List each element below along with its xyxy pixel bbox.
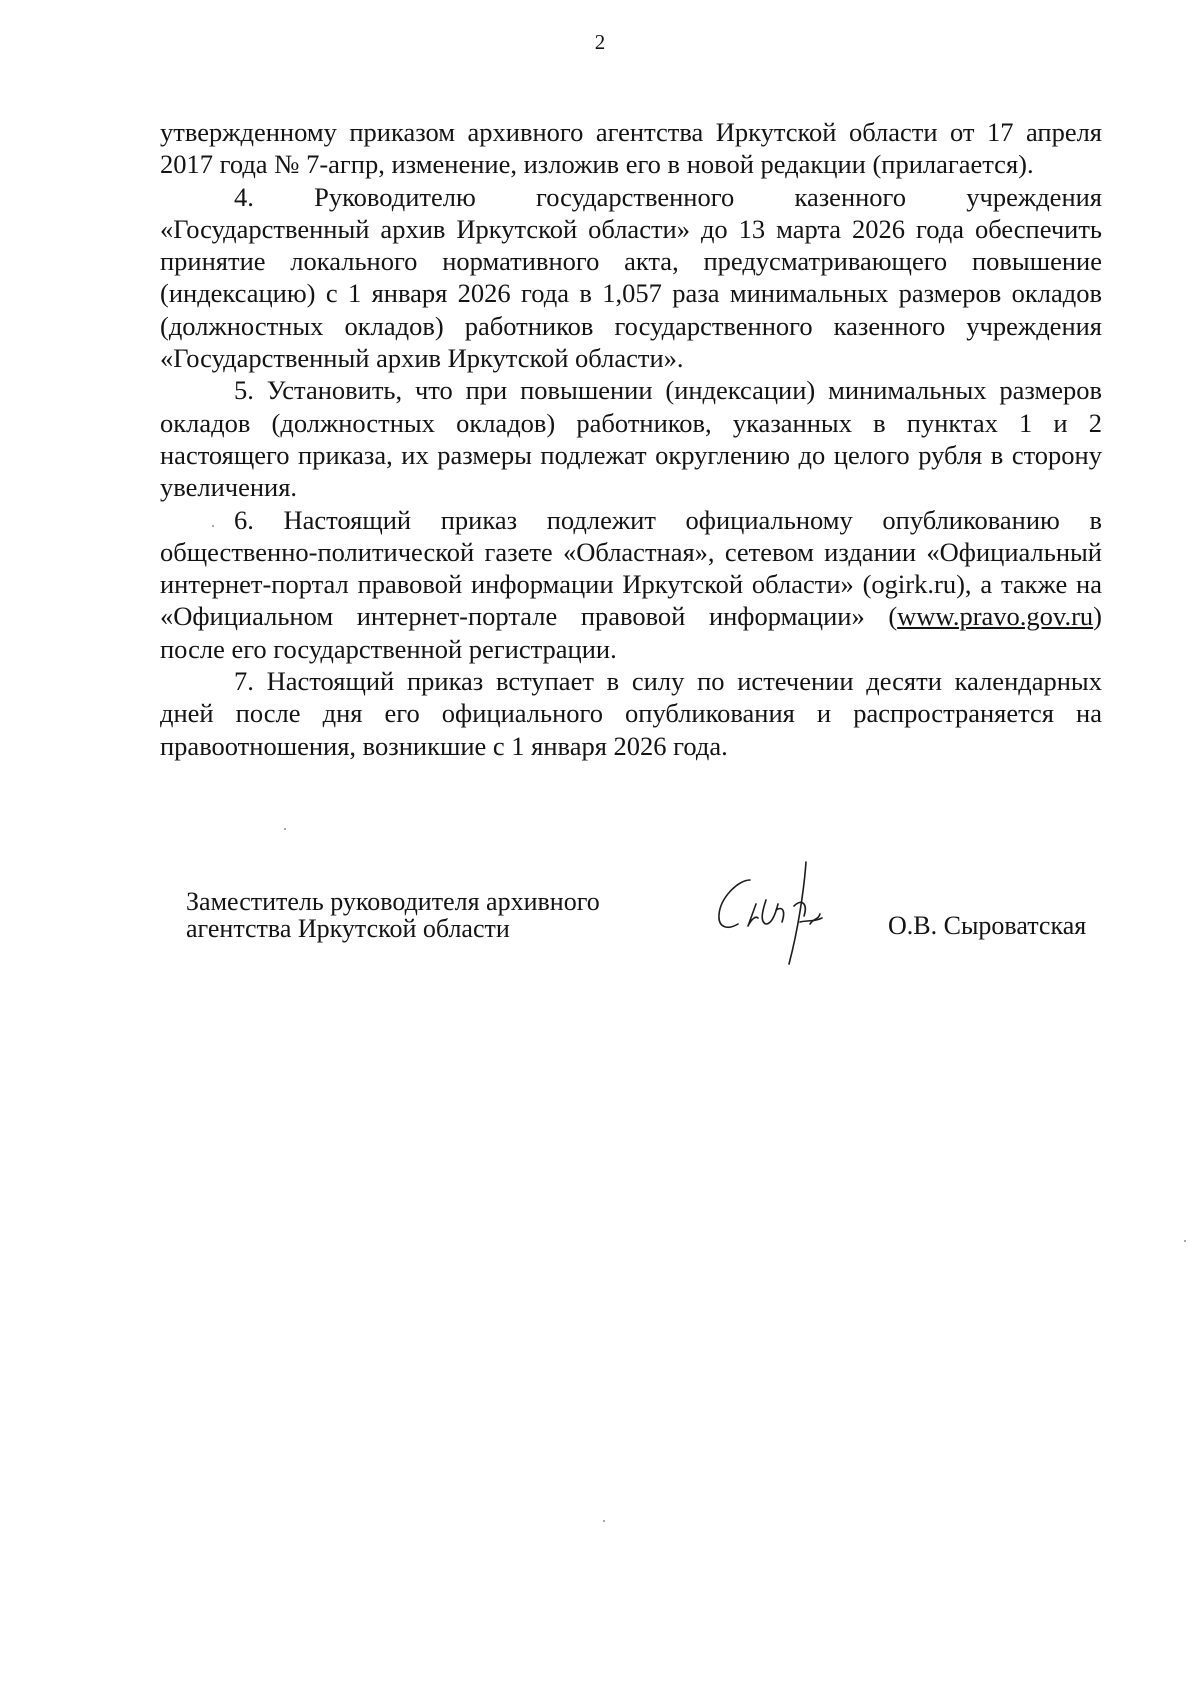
paragraph-item-6-text-a: 6. Настоящий приказ подлежит официальному опубликованию в общественно-политической газете «Областная», сетевом издании «Официальный интернет-портал правовой информации Иркутской области» (ogirk.ru), а также на «Официальном интернет-портале правовой информации» ( [160, 504, 1102, 632]
scan-speck [212, 525, 214, 527]
paragraph-item-6 [160, 504, 1102, 665]
signer-position-line-1: Заместитель руководителя архивного [186, 887, 600, 916]
paragraph-continuation: утвержденному приказом архивного агентства Иркутской области от 17 апреля 2017 года № 7-агпр, изменение, изложив его в новой редакции (прилагается). [160, 117, 1102, 180]
paragraph-item-5: 5. Установить, что при повышении (индексации) минимальных размеров окладов (должностных окладов) работников, указанных в пунктах 1 и 2 настоящего приказа, их размеры подлежат округлению до целого рубля в сторону увеличения. [160, 375, 1102, 503]
document-body [160, 116, 1102, 762]
handwritten-signature-icon [710, 860, 860, 980]
scan-speck [1184, 1240, 1186, 1242]
paragraph-item-4: 4. Руководителю государственного казенного учреждения «Государственный архив Иркутской области» до 13 марта 2026 года обеспечить принятие локального нормативного акта, предусматривающего повышение (индексацию) с 1 января 2026 года в 1,057 раза минимальных размеров окладов (должностных окладов) работников государственного казенного учреждения «Государственный архив Иркутской области». [160, 181, 1102, 374]
pravo-gov-link[interactable]: www.pravo.gov.ru [897, 601, 1094, 632]
paragraph-item-6-text-b: ) после его государственной регистрации. [160, 601, 1102, 664]
scan-speck [603, 1520, 605, 1522]
page-number: 2 [594, 30, 606, 54]
signer-position [186, 888, 656, 942]
scan-speck [284, 828, 286, 830]
signer-name: О.В. Сыроватская [888, 911, 1087, 940]
paragraph-item-7: 7. Настоящий приказ вступает в силу по истечении десяти календарных дней после дня его официального опубликования и распространяется на правоотношения, возникшие с 1 января 2026 года. [160, 666, 1102, 761]
signer-position-line-2: агентства Иркутской области [186, 914, 510, 943]
